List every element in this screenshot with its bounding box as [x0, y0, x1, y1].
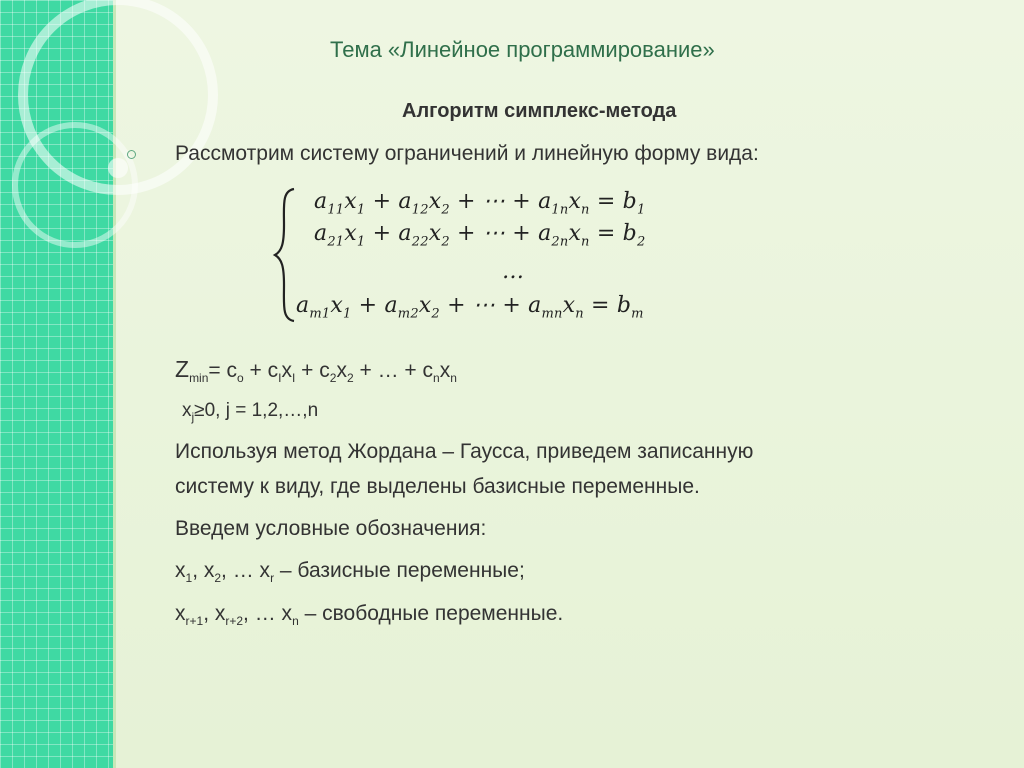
slide-title: Тема «Линейное программирование» [330, 37, 715, 62]
equation-system [272, 185, 742, 330]
equation-row-1: $a_{11}x_1 + a_{12}x_2$ + ⋯ + $a_{1n}x_n = b_1$ [314, 189, 646, 218]
basic-variables-line: $x_1$, $x_2$, … $x_r$ – базисные переменные; [175, 559, 525, 586]
equation-row-m: $a_{m1}x_1 + a_{m2}x_2$ + ⋯ + $a_{mn}x_n = b_m$ [296, 293, 644, 322]
equation-ellipsis: … [502, 259, 525, 284]
objective-function: $Z_{min}= c_o + c_Ix_I + c_2x_2$ + … + $c_nx_n$ [175, 356, 457, 386]
intro-text: Рассмотрим систему ограничений и линейную форму вида: [175, 142, 759, 165]
nonnegativity-constraint: $x_j\ge 0$, j = 1,2,…,n [182, 400, 319, 424]
free-variables-line: $x_{r+1}$, $x_{r+2}$, … $x_n$ – свободные переменные. [175, 602, 564, 629]
equation-row-2: $a_{21}x_1 + a_{22}x_2$ + ⋯ + $a_{2n}x_n = b_2$ [314, 221, 646, 250]
left-brace-icon [272, 185, 298, 325]
bullet-icon [127, 150, 136, 159]
paragraph-line-2: систему к виду, где выделены базисные переменные. [175, 475, 700, 498]
notation-intro: Введем условные обозначения: [175, 517, 487, 540]
slide-subtitle: Алгоритм симплекс-метода [402, 100, 677, 122]
paragraph-line-1: Используя метод Жордана – Гаусса, приведем записанную [175, 440, 754, 463]
